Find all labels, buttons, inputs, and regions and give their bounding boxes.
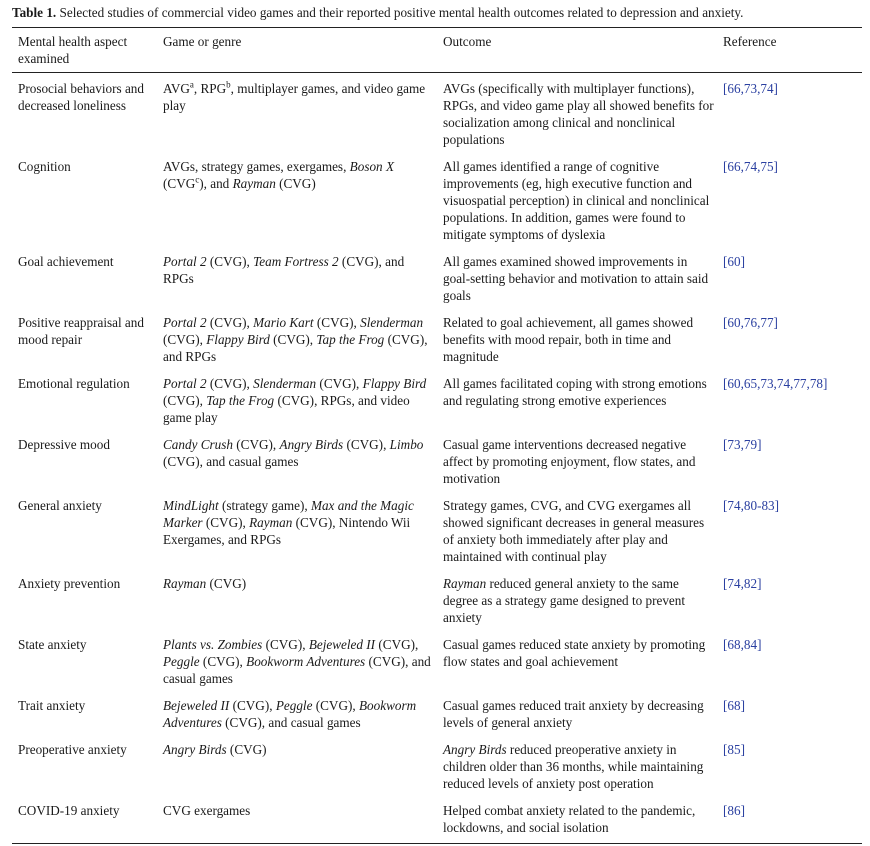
game-text-segment: Max and the Magic Marker	[163, 497, 414, 530]
outcome-text-segment: Casual game interventions decreased negative affect by promoting enjoyment, flow states, and motivation	[443, 436, 696, 486]
game-text-segment: (CVG),	[163, 392, 207, 408]
studies-table	[12, 27, 862, 844]
game-text-segment: (CVG), Nintendo Wii Exergames, and RPGs	[163, 514, 411, 547]
table-row	[12, 73, 862, 151]
cell-aspect: State anxiety	[18, 636, 87, 652]
outcome-text-segment: Casual games reduced trait anxiety by decreasing levels of general anxiety	[443, 697, 704, 730]
game-text-segment: Peggle	[163, 653, 200, 669]
game-text-segment: (CVG), and casual games	[163, 653, 431, 686]
outcome-text-segment: Rayman	[443, 575, 487, 591]
cell-outcome	[437, 795, 717, 844]
outcome-text-segment: Helped combat anxiety related to the pandemic, lockdowns, and social isolation	[443, 802, 696, 835]
cell-reference-link[interactable]: [86]	[717, 795, 862, 844]
game-text-segment: Angry Birds	[279, 436, 344, 452]
game-text-segment: (CVG),	[375, 636, 419, 652]
game-text-segment: Slenderman	[253, 375, 317, 391]
game-text-segment: , RPG	[193, 81, 227, 96]
game-text-segment: (CVG),	[199, 653, 247, 669]
game-text-segment: (CVG), and casual games	[163, 453, 299, 469]
game-text-segment: (CVG),	[229, 697, 276, 713]
cell-reference-link[interactable]: [74,82]	[723, 575, 762, 591]
cell-aspect: Depressive mood	[18, 436, 110, 452]
game-text-segment: Team Fortress 2	[253, 253, 339, 269]
game-text-segment: Mario Kart	[253, 314, 314, 330]
cell-game	[157, 73, 437, 151]
cell-game	[157, 690, 437, 734]
cell-reference-link[interactable]: [74,80-83]	[723, 497, 780, 513]
cell-game	[157, 429, 437, 490]
cell-aspect: Positive reappraisal and mood repair	[18, 314, 144, 347]
cell-outcome	[437, 368, 717, 429]
game-text-segment: (CVG),	[262, 636, 309, 652]
table-label: Table 1.	[12, 5, 57, 20]
table-row	[12, 795, 862, 844]
cell-outcome	[437, 629, 717, 690]
game-text-segment: Bookworm Adventures	[246, 653, 366, 669]
outcome-text-segment: All games examined showed improvements in goal-setting behavior and motivation to attain said goals	[443, 253, 709, 303]
game-text-segment: (CVG)	[226, 741, 267, 757]
cell-game	[157, 490, 437, 568]
header-aspect: Mental health aspect examined	[12, 28, 157, 73]
table-header	[12, 28, 862, 73]
table-row	[12, 429, 862, 490]
outcome-text-segment: AVGs (specifically with multiplayer functions), RPGs, and video game play all showed benefits for socialization among clinical and nonclinical populations	[443, 81, 714, 147]
header-reference: Reference	[717, 28, 862, 73]
game-text-segment: Portal 2	[163, 314, 207, 330]
game-text-segment: Rayman	[232, 175, 276, 191]
game-text-segment: Flappy Bird	[206, 331, 270, 347]
game-text-segment: Tap the Frog	[316, 331, 385, 347]
cell-outcome	[437, 690, 717, 734]
cell-game	[157, 568, 437, 629]
game-text-segment: AVG	[163, 81, 190, 96]
table-caption	[12, 4, 860, 21]
cell-aspect: Cognition	[18, 158, 71, 174]
game-text-segment: (CVG),	[316, 375, 363, 391]
game-text-segment: Peggle	[275, 697, 313, 713]
cell-reference-link[interactable]: [66,73,74]	[723, 81, 778, 96]
game-text-segment: Rayman	[249, 514, 293, 530]
game-text-segment: Boson X	[349, 158, 394, 174]
game-text-segment: Plants vs. Zombies	[163, 636, 263, 652]
table-row	[12, 151, 862, 246]
game-text-segment: c	[195, 174, 200, 185]
game-text-segment: (CVG)	[275, 175, 316, 191]
game-text-segment: (CVG),	[269, 331, 317, 347]
table-row	[12, 307, 862, 368]
game-text-segment: Limbo	[389, 436, 424, 452]
game-text-segment: Rayman	[163, 575, 207, 591]
table-row	[12, 490, 862, 568]
game-text-segment: (CVG), and RPGs	[163, 331, 428, 364]
cell-outcome	[437, 490, 717, 568]
outcome-text-segment: Casual games reduced state anxiety by promoting flow states and goal achievement	[443, 636, 706, 669]
game-text-segment: AVGs, strategy games, exergames,	[163, 158, 350, 174]
cell-aspect: General anxiety	[18, 497, 102, 513]
cell-outcome	[437, 73, 717, 151]
cell-outcome	[437, 734, 717, 795]
game-text-segment: (CVG),	[202, 514, 250, 530]
game-text-segment: (CVG),	[313, 314, 361, 330]
cell-outcome	[437, 151, 717, 246]
cell-reference-link[interactable]: [73,79]	[723, 436, 762, 452]
game-text-segment: (CVG),	[232, 436, 280, 452]
cell-aspect: Preoperative anxiety	[18, 741, 127, 757]
cell-outcome	[437, 246, 717, 307]
game-text-segment: Tap the Frog	[206, 392, 275, 408]
cell-reference-link[interactable]: [68,84]	[723, 636, 762, 652]
cell-outcome	[437, 307, 717, 368]
cell-reference-link[interactable]: [66,74,75]	[723, 158, 778, 174]
game-text-segment: (strategy game),	[218, 497, 311, 513]
game-text-segment: (CVG),	[206, 253, 254, 269]
game-text-segment: Bookworm Adventures	[163, 697, 417, 730]
cell-aspect: Trait anxiety	[18, 697, 86, 713]
game-text-segment: Slenderman	[360, 314, 424, 330]
cell-outcome	[437, 568, 717, 629]
cell-aspect: Anxiety prevention	[18, 575, 121, 591]
game-text-segment: b	[226, 79, 231, 90]
table-row	[12, 629, 862, 690]
cell-reference-link[interactable]: [60,65,73,74,77,78]	[723, 375, 828, 391]
table-row	[12, 690, 862, 734]
cell-reference-link[interactable]: [68]	[723, 697, 745, 713]
cell-outcome	[437, 429, 717, 490]
header-row	[12, 28, 862, 73]
header-outcome: Outcome	[437, 28, 717, 73]
cell-aspect: COVID-19 anxiety	[12, 795, 157, 844]
game-text-segment: Flappy Bird	[362, 375, 427, 391]
cell-game	[157, 629, 437, 690]
outcome-text-segment: reduced preoperative anxiety in children older than 36 months, while maintaining reduced levels of anxiety post operation	[443, 741, 704, 791]
game-text-segment: Bejeweled II	[308, 636, 376, 652]
cell-game	[157, 795, 437, 844]
game-text-segment: (CVG),	[163, 331, 207, 347]
table-row	[12, 568, 862, 629]
game-text-segment: MindLight	[163, 497, 219, 513]
outcome-text-segment: reduced general anxiety to the same degree as a strategy game designed to prevent anxiety	[443, 575, 686, 625]
cell-game	[157, 734, 437, 795]
game-text-segment: (CVG), and casual games	[221, 714, 361, 730]
cell-aspect: Prosocial behaviors and decreased loneliness	[18, 81, 144, 113]
table-body	[12, 73, 862, 844]
table-row	[12, 368, 862, 429]
game-text-segment: Bejeweled II	[163, 697, 230, 713]
table-row	[12, 246, 862, 307]
game-text-segment: Candy Crush	[163, 436, 233, 452]
game-text-segment: (CVG), RPGs, and video game play	[163, 392, 410, 425]
game-text-segment: (CVG), and RPGs	[163, 253, 405, 286]
game-text-segment: Angry Birds	[163, 741, 227, 757]
outcome-text-segment: Strategy games, CVG, and CVG exergames all showed significant decreases in general measures of anxiety both immediately after play and maintained with continual play	[443, 497, 705, 564]
header-game: Game or genre	[157, 28, 437, 73]
game-text-segment: (CVG	[163, 175, 196, 191]
game-text-segment: a	[189, 79, 194, 90]
outcome-text-segment: All games identified a range of cognitive improvements (eg, high executive function and visuospatial perception) in clinical and nonclinical populations. In addition, games were found to mitigate symptoms of dyslexia	[443, 158, 710, 242]
game-text-segment: , multiplayer games, and video game play	[163, 81, 426, 113]
cell-reference-link[interactable]: [60]	[723, 253, 745, 269]
game-text-segment: (CVG),	[206, 314, 254, 330]
game-text-segment: (CVG),	[343, 436, 390, 452]
table-row	[12, 734, 862, 795]
game-text-segment: ), and	[199, 175, 233, 191]
cell-game	[157, 307, 437, 368]
cell-aspect: Goal achievement	[18, 253, 114, 269]
outcome-text-segment: Related to goal achievement, all games showed benefits with mood repair, both in time and magnitude	[443, 314, 694, 364]
cell-game	[157, 246, 437, 307]
table-caption-text: Selected studies of commercial video games and their reported positive mental health outcomes related to depression and anxiety.	[59, 5, 744, 20]
game-text-segment: CVG exergames	[163, 802, 251, 818]
cell-game	[157, 368, 437, 429]
game-text-segment: Portal 2	[163, 253, 207, 269]
outcome-text-segment: Angry Birds	[443, 741, 507, 757]
cell-reference-link[interactable]: [85]	[723, 741, 745, 757]
game-text-segment: Portal 2	[163, 375, 207, 391]
game-text-segment: (CVG),	[312, 697, 359, 713]
cell-game	[157, 151, 437, 246]
outcome-text-segment: All games facilitated coping with strong emotions and regulating strong emotive experiences	[443, 375, 707, 408]
cell-reference-link[interactable]: [60,76,77]	[723, 314, 778, 330]
game-text-segment: (CVG)	[206, 575, 247, 591]
game-text-segment: (CVG),	[206, 375, 254, 391]
cell-aspect: Emotional regulation	[18, 375, 130, 391]
